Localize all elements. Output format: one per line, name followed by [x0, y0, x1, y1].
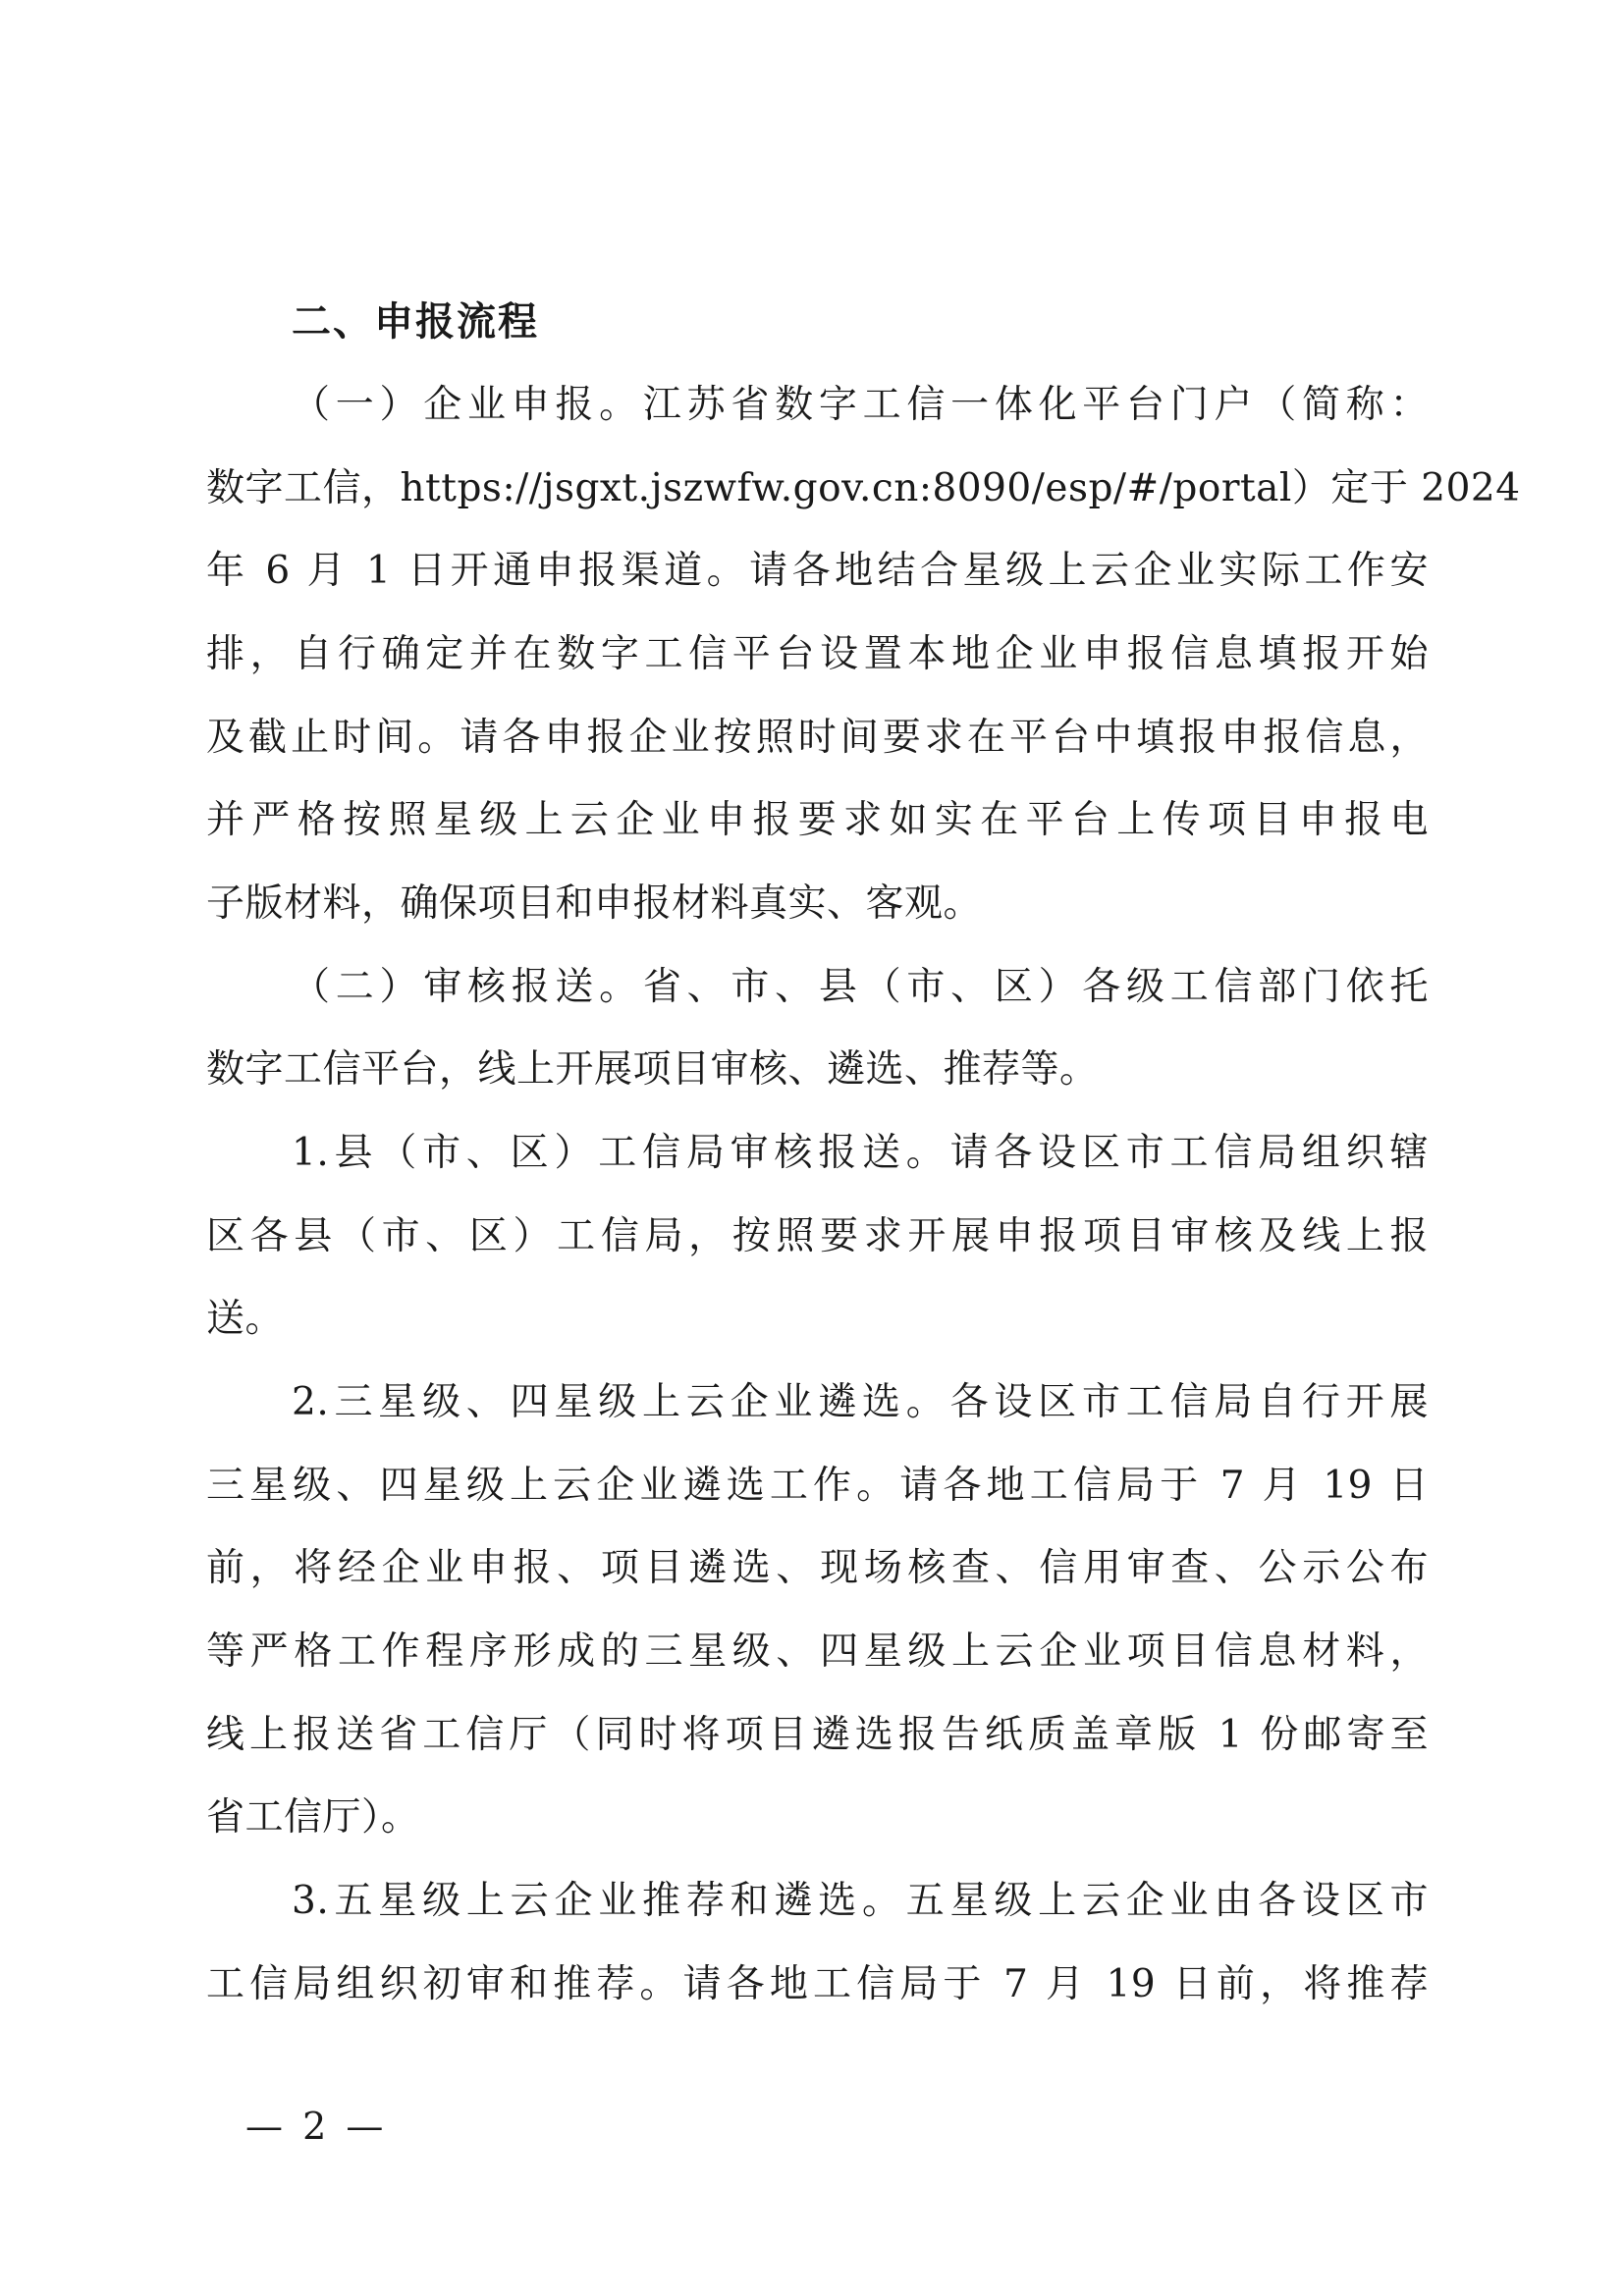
- paragraph-line: 及截止时间。请各申报企业按照时间要求在平台中填报申报信息，: [206, 716, 1429, 760]
- paragraph-line: 子版材料，确保项目和申报材料真实、客观。: [206, 881, 983, 926]
- paragraph-line: 并严格按照星级上云企业申报要求如实在平台上传项目申报电: [206, 798, 1429, 842]
- paragraph-line: 年 6 月 1 日开通申报渠道。请各地结合星级上云企业实际工作安: [206, 549, 1429, 593]
- paragraph-line: 区各县（市、区）工信局，按照要求开展申报项目审核及线上报: [206, 1214, 1429, 1258]
- paragraph-line: 排，自行确定并在数字工信平台设置本地企业申报信息填报开始: [206, 632, 1429, 676]
- paragraph-line: 数字工信平台，线上开展项目审核、遴选、推荐等。: [206, 1047, 1099, 1092]
- page-number: — 2 —: [245, 2105, 388, 2148]
- paragraph-line: 前，将经企业申报、项目遴选、现场核查、信用审查、公示公布: [206, 1546, 1429, 1590]
- paragraph-line: 数字工信，https://jsgxt.jszwfw.gov.cn:8090/esp/#/portal）定于 2024: [206, 466, 1521, 510]
- paragraph-line: （二）审核报送。省、市、县（市、区）各级工信部门依托: [292, 965, 1429, 1009]
- paragraph-line: 2.三星级、四星级上云企业遴选。各设区市工信局自行开展: [292, 1380, 1429, 1424]
- paragraph-line: 省工信厅）。: [206, 1795, 420, 1840]
- paragraph-line: 线上报送省工信厅（同时将项目遴选报告纸质盖章版 1 份邮寄至: [206, 1713, 1429, 1757]
- paragraph-line: 工信局组织初审和推荐。请各地工信局于 7 月 19 日前，将推荐: [206, 1962, 1429, 2006]
- section-heading: 二、申报流程: [292, 299, 539, 345]
- paragraph-line: 等严格工作程序形成的三星级、四星级上云企业项目信息材料，: [206, 1629, 1429, 1674]
- paragraph-line: 3.五星级上云企业推荐和遴选。五星级上云企业由各设区市: [292, 1879, 1429, 1923]
- paragraph-line: 送。: [206, 1297, 285, 1341]
- paragraph-line: 三星级、四星级上云企业遴选工作。请各地工信局于 7 月 19 日: [206, 1464, 1429, 1508]
- paragraph-line: 1.县（市、区）工信局审核报送。请各设区市工信局组织辖: [292, 1131, 1429, 1175]
- paragraph-line: （一）企业申报。江苏省数字工信一体化平台门户（简称：: [292, 383, 1429, 427]
